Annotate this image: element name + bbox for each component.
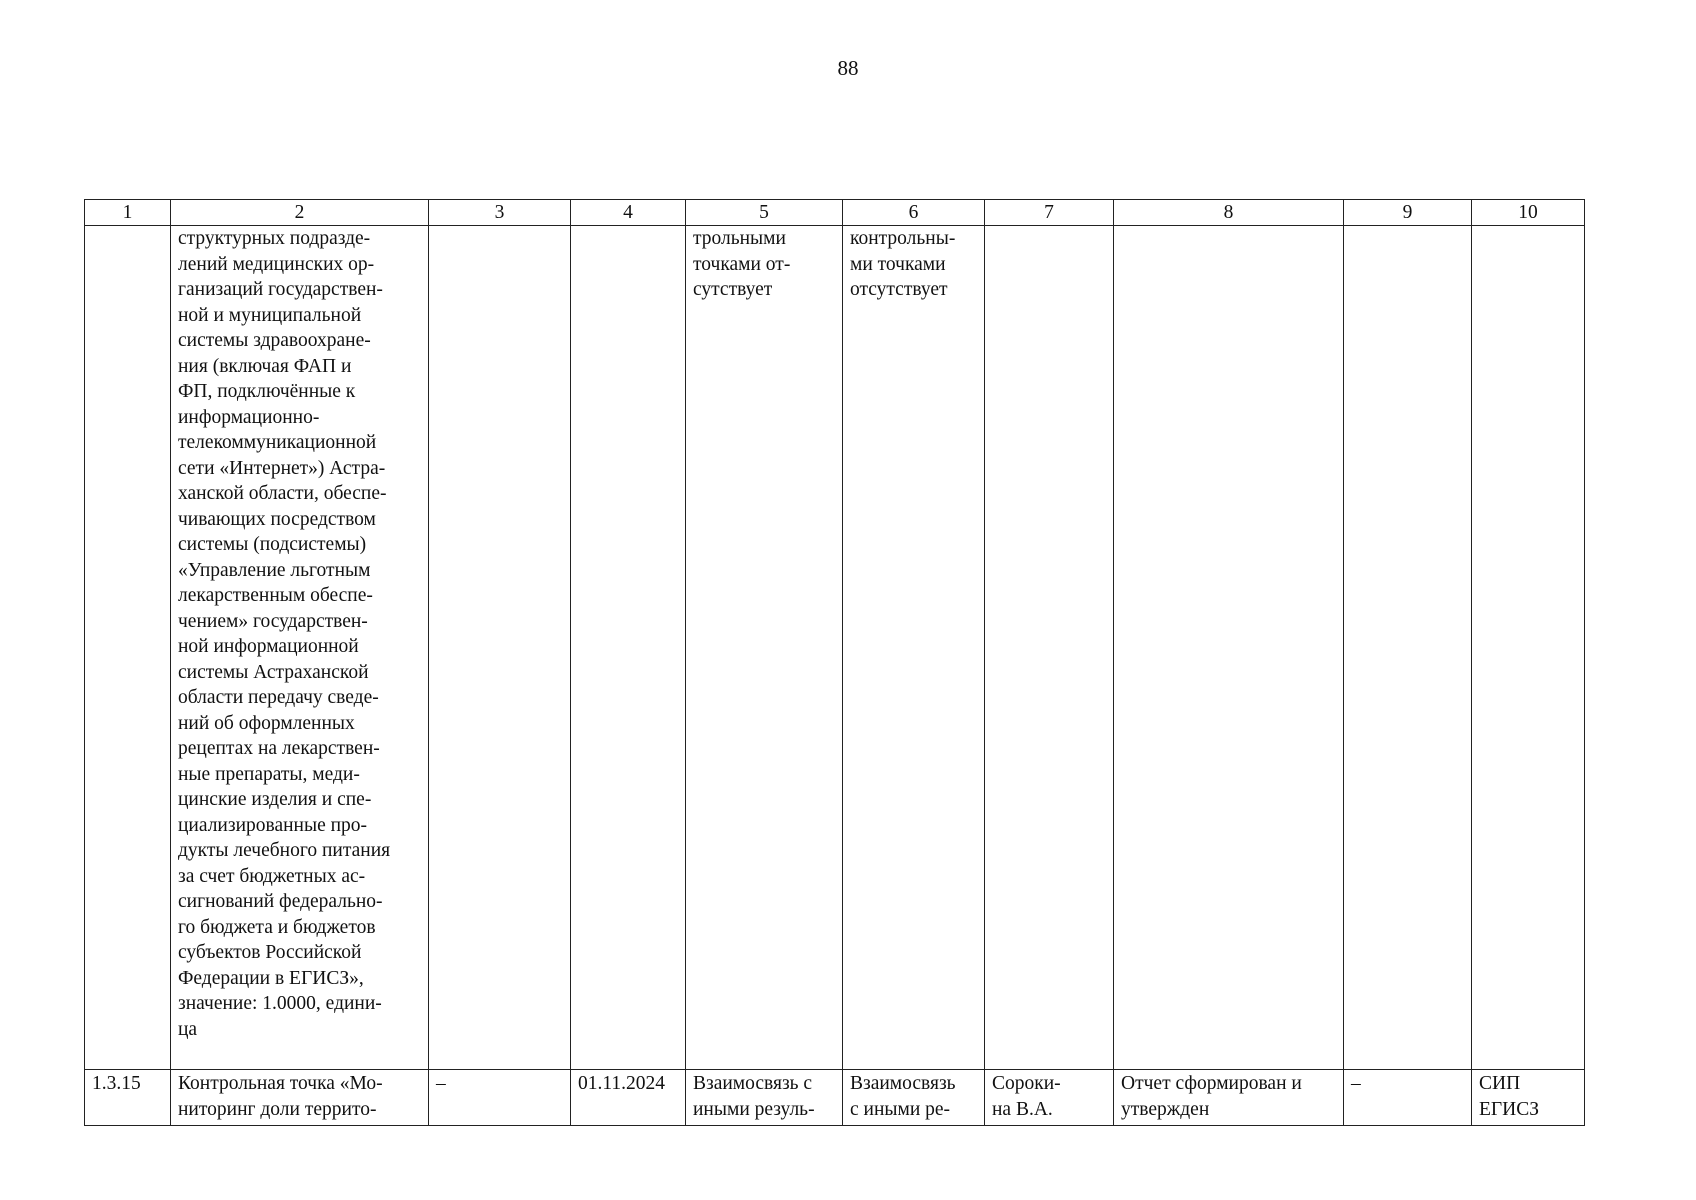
column-header-5: 5 (686, 200, 843, 226)
column-header-3: 3 (429, 200, 571, 226)
table-cell (1472, 226, 1585, 1070)
column-header-7: 7 (985, 200, 1114, 226)
table-cell: Контрольная точка «Мо- ниторинг доли террито- (171, 1070, 429, 1126)
table-cell: Отчет сформирован и утвержден (1114, 1070, 1344, 1126)
table-cell (985, 226, 1114, 1070)
page-number: 88 (837, 56, 859, 80)
table-cell: 1.3.15 (85, 1070, 171, 1126)
column-header-8: 8 (1114, 200, 1344, 226)
table-cell (85, 226, 171, 1070)
table-cell (571, 226, 686, 1070)
table-cell (1114, 226, 1344, 1070)
table-cell (429, 226, 571, 1070)
column-header-2: 2 (171, 200, 429, 226)
schedule-table (84, 199, 1585, 1126)
table-cell: – (429, 1070, 571, 1126)
table-cell (1344, 226, 1472, 1070)
header-row (85, 200, 1585, 226)
table-cell: контрольны- ми точками отсутствует (843, 226, 985, 1070)
column-header-9: 9 (1344, 200, 1472, 226)
table-cell: Сороки- на В.А. (985, 1070, 1114, 1126)
table-cell: СИП ЕГИСЗ (1472, 1070, 1585, 1126)
table-row (85, 226, 1585, 1070)
table-cell: структурных подразде- лений медицинских ор- ганизаций государствен- ной и муниципальной системы здравоохране- ния (включая ФАП и ФП, подключённые к информационно- телекоммуникационной сети «Интернет») Астра- ханской области, обеспе- чивающих посредством системы (подсистемы) «Управление льготным лекарственным обеспе- чением» государствен- ной информационной системы Астраханской области передачу сведе- ний об оформленных рецептах на лекарствен- ные препараты, меди- цинские изделия и спе- циализированные про- дукты лечебного питания за счет бюджетных ас- сигнований федерально- го бюджета и бюджетов субъектов Российской Федерации в ЕГИСЗ», значение: 1.0000, едини- ца (171, 226, 429, 1070)
table-cell: 01.11.2024 (571, 1070, 686, 1126)
table-cell: Взаимосвязь с иными резуль- (686, 1070, 843, 1126)
column-header-1: 1 (85, 200, 171, 226)
table-cell: – (1344, 1070, 1472, 1126)
table-cell: трольными точками от- сутствует (686, 226, 843, 1070)
column-header-10: 10 (1472, 200, 1585, 226)
column-header-6: 6 (843, 200, 985, 226)
table-cell: Взаимосвязь с иными ре- (843, 1070, 985, 1126)
column-header-4: 4 (571, 200, 686, 226)
table-row (85, 1070, 1585, 1126)
